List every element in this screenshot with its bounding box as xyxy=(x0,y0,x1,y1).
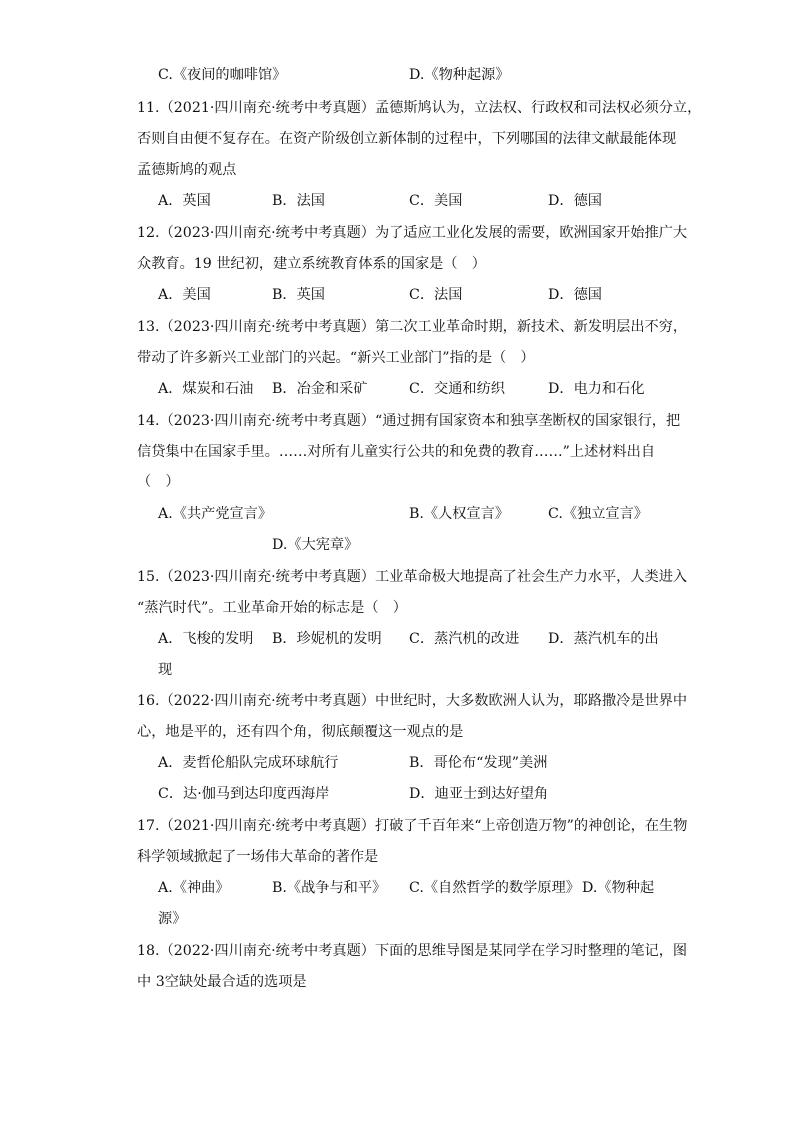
option-q13-c: C．交通和纺织 xyxy=(409,381,505,397)
option-q16-b: B．哥伦布“发现”美洲 xyxy=(409,755,548,771)
question-source: （2022·四川南充·统考中考真题） xyxy=(159,693,375,709)
question-number: 16. xyxy=(137,693,160,709)
option-q11-b: B．法国 xyxy=(272,193,325,209)
option-q15-c: C．蒸汽机的改进 xyxy=(409,631,520,647)
question-text: 下面的思维导图是某同学在学习时整理的笔记，图 xyxy=(374,943,688,959)
option-q15-b: B．珍妮机的发明 xyxy=(272,631,382,647)
option-q12-b: B．英国 xyxy=(272,287,325,303)
question-number: 15. xyxy=(137,569,160,585)
option-q15-d-wrap: 现 xyxy=(158,662,173,678)
question-text: “通过拥有国家资本和独享垄断权的国家银行，把 xyxy=(374,413,681,429)
question-source: （2022·四川南充·统考中考真题） xyxy=(159,943,375,959)
option-q15-a: A．飞梭的发明 xyxy=(158,631,254,647)
option-q13-b: B．冶金和采矿 xyxy=(272,381,368,397)
question-15-line-2: “蒸汽时代”。工业革命开始的标志是（ ） xyxy=(137,600,407,616)
question-11-line-1 xyxy=(137,98,702,118)
question-text: 工业革命极大地提高了社会生产力水平，人类进入 xyxy=(374,569,688,585)
option-q17-a: A.《神曲》 xyxy=(158,880,230,896)
question-16-line-1 xyxy=(137,691,688,711)
option-q14-c: C.《独立宣言》 xyxy=(548,506,648,522)
option-q12-a: A．美国 xyxy=(158,287,211,303)
question-17-line-1 xyxy=(137,816,688,836)
question-text: 第二次工业革命时期，新技术、新发明层出不穷， xyxy=(374,319,688,335)
question-18-line-2: 中 3空缺处最合适的选项是 xyxy=(137,974,307,990)
question-source: （2021·四川南充·统考中考真题） xyxy=(159,100,375,116)
option-q16-a: A．麦哲伦船队完成环球航行 xyxy=(158,755,339,771)
question-text: 孟德斯鸠认为，立法权、行政权和司法权必须分立， xyxy=(374,100,702,116)
question-source: （2023·四川南充·统考中考真题） xyxy=(159,319,375,335)
option-q15-d: D．蒸汽机车的出 xyxy=(548,631,659,647)
question-13-line-2: 带动了许多新兴工业部门的兴起。“新兴工业部门”指的是（ ） xyxy=(137,350,535,366)
question-number: 18. xyxy=(137,943,160,959)
option-q11-d: D．德国 xyxy=(548,193,602,209)
question-number: 13. xyxy=(137,319,160,335)
question-16-line-2: 心，地是平的，还有四个角，彻底颠覆这一观点的是 xyxy=(137,724,464,740)
option-q13-d: D．电力和石化 xyxy=(548,381,645,397)
option-q11-a: A．英国 xyxy=(158,193,211,209)
option-q10-c: C.《夜间的咖啡馆》 xyxy=(158,67,287,83)
option-q17-d: D.《物种起 xyxy=(582,880,655,896)
question-number: 17. xyxy=(137,818,160,834)
question-14-line-3: （ ） xyxy=(137,474,180,490)
question-source: （2023·四川南充·统考中考真题） xyxy=(159,569,375,585)
option-q16-c: C．达·伽马到达印度西海岸 xyxy=(158,786,330,802)
option-q13-a: A．煤炭和石油 xyxy=(158,381,254,397)
option-q16-d: D．迪亚士到达好望角 xyxy=(409,786,549,802)
question-text: 为了适应工业化发展的需要，欧洲国家开始推广大 xyxy=(374,225,688,241)
question-text: 中世纪时，大多数欧洲人认为，耶路撒冷是世界中 xyxy=(374,693,688,709)
question-source: （2021·四川南充·统考中考真题） xyxy=(159,818,375,834)
option-q14-a: A.《共产党宣言》 xyxy=(158,506,273,522)
question-12-line-1 xyxy=(137,223,688,243)
question-15-line-1 xyxy=(137,567,688,587)
option-q12-c: C．法国 xyxy=(409,287,463,303)
question-13-line-1 xyxy=(137,317,688,337)
option-q10-d: D.《物种起源》 xyxy=(409,67,510,83)
option-q17-c: C.《自然哲学的数学原理》 xyxy=(409,880,580,896)
question-18-line-1 xyxy=(137,941,688,961)
option-q11-c: C．美国 xyxy=(409,193,463,209)
question-14-line-1 xyxy=(137,411,681,431)
question-14-line-2: 信贷集中在国家手里。……对所有儿童实行公共的和免费的教育……”上述材料出自 xyxy=(137,444,656,460)
question-number: 14. xyxy=(137,413,160,429)
option-q17-b: B.《战争与和平》 xyxy=(272,880,387,896)
option-q14-b: B.《人权宣言》 xyxy=(409,506,510,522)
question-source: （2023·四川南充·统考中考真题） xyxy=(159,413,375,429)
question-source: （2023·四川南充·统考中考真题） xyxy=(159,225,375,241)
option-q17-d-wrap: 源》 xyxy=(158,911,187,927)
question-number: 12. xyxy=(137,225,160,241)
question-17-line-2: 科学领域掀起了一场伟大革命的著作是 xyxy=(137,849,379,865)
question-12-line-2: 众教育。19 世纪初，建立系统教育体系的国家是（ ） xyxy=(137,256,486,272)
option-q14-d: D.《大宪章》 xyxy=(272,537,359,553)
option-q12-d: D．德国 xyxy=(548,287,602,303)
question-11-line-2: 否则自由便不复存在。在资产阶级创立新体制的过程中，下列哪国的法律文献最能体现 xyxy=(137,131,677,147)
question-number: 11. xyxy=(137,100,160,116)
question-11-line-3: 孟德斯鸠的观点 xyxy=(137,162,237,178)
question-text: 打破了千百年来“上帝创造万物”的神创论，在生物 xyxy=(374,818,688,834)
